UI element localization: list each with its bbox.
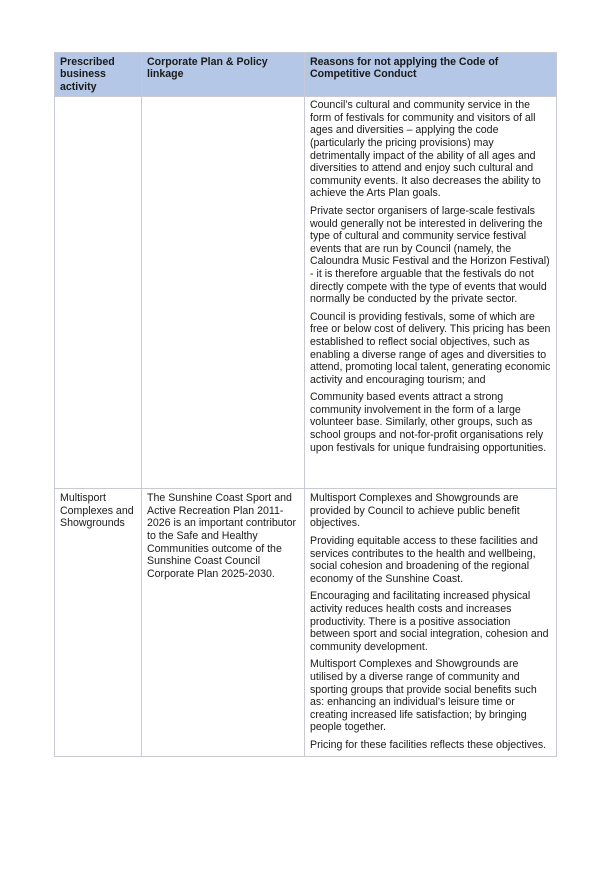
header-corporate-plan-policy-linkage: Corporate Plan & Policy linkage bbox=[142, 53, 305, 97]
business-activity-table bbox=[54, 52, 557, 757]
cell-reasons bbox=[305, 489, 557, 756]
cell-linkage: The Sunshine Coast Sport and Active Recreation Plan 2011-2026 is an important contributor to the Safe and Healthy Communities outcome of the Sunshine Coast Council Corporate Plan 2025-2030. bbox=[142, 489, 305, 756]
document-page bbox=[54, 52, 556, 757]
reason-paragraph: Multisport Complexes and Showgrounds are provided by Council to achieve public benefit objectives. bbox=[310, 492, 520, 530]
cell-linkage bbox=[142, 97, 305, 489]
table-row-festivals-continued bbox=[55, 97, 557, 489]
cell-activity bbox=[55, 97, 142, 489]
table-header-row bbox=[55, 53, 557, 97]
reason-paragraph: Council’s cultural and community service in the form of festivals for community and visitors of all ages and diversities – applying the code (particularly the pricing provisions) may detrimentally impact of the ability of all ages and diversities to attend and enjoy such cultural and community events. It also decreases the ability to achieve the Arts Plan goals. bbox=[310, 99, 541, 200]
reason-paragraph: Pricing for these facilities reflects these objectives. bbox=[310, 738, 547, 751]
header-prescribed-business-activity: Prescribed business activity bbox=[55, 53, 142, 97]
cell-activity: Multisport Complexes and Showgrounds bbox=[55, 489, 142, 756]
reason-paragraph: Community based events attract a strong community involvement in the form of a large volunteer base. Similarly, other groups, such as school groups and not-for-profit organisations rely upon festivals for unique fundraising opportunities. bbox=[310, 391, 547, 454]
reason-paragraph: Encouraging and facilitating increased physical activity reduces health costs and increases productivity. There is a positive association between sport and social integration, cohesion and community development. bbox=[310, 590, 549, 653]
reason-paragraph: Providing equitable access to these facilities and services contributes to the health and wellbeing, social cohesion and broadening of the regional economy of the Sunshine Coast. bbox=[310, 535, 538, 585]
cell-reasons bbox=[305, 97, 557, 489]
table-row-multisport bbox=[55, 489, 557, 756]
header-reasons-not-applying-code: Reasons for not applying the Code of Competitive Conduct bbox=[305, 53, 557, 97]
reason-paragraph: Council is providing festivals, some of which are free or below cost of delivery. This pricing has been established to reflect social objectives, such as enabling a diverse range of ages and diversities to attend, promoting local talent, generating economic activity and encouraging tourism; and bbox=[310, 310, 551, 386]
reason-paragraph: Multisport Complexes and Showgrounds are utilised by a diverse range of community and sporting groups that provide social benefits such as: enhancing an individual’s leisure time or creating increased life satisfaction; by bringing people together. bbox=[310, 658, 537, 734]
reason-paragraph: Private sector organisers of large-scale festivals would generally not be interested in delivering the type of cultural and community service festival events that are run by Council (namely, the Caloundra Music Festival and the Horizon Festival) - it is therefore arguable that the festivals do not directly compete with the type of events that would normally be conducted by the private sector. bbox=[310, 204, 550, 306]
